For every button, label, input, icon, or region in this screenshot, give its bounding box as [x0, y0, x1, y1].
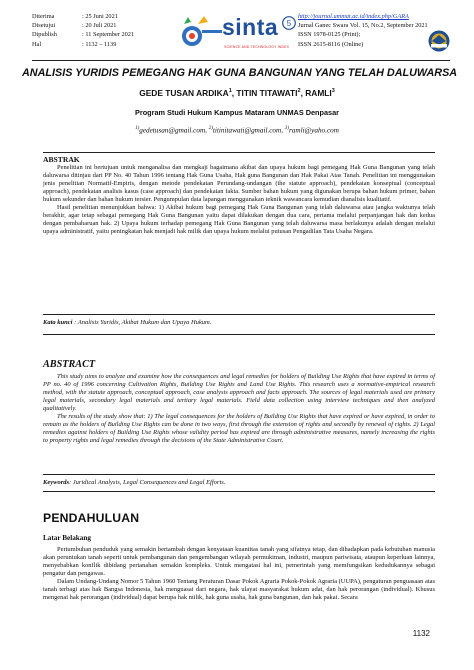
sinta-tagline: SCIENCE AND TECHNOLOGY INDEX	[224, 45, 290, 49]
abstract-section	[43, 373, 435, 445]
keywords-text: : Juridical Analysis, Legal Consequences and Legal Efforts.	[69, 479, 226, 486]
meta-value: : 1132 – 1139	[82, 40, 117, 48]
email-sup: 1)	[135, 126, 140, 131]
meta-value: : 20 Juli 2021	[82, 22, 117, 30]
abstract-heading: ABSTRACT	[43, 359, 96, 370]
abstract-paragraph: This study aims to analyze and examine how the consequences and legal remedies for holders of Building Use Rights that have expired in terms of PP no. 40 of 1996 concerning Cultivation Rights, Building Use Rights and Land Use Rights. This research uses a normative-empirical research method, with the statute approach, conceptual approach, case analysis approach and facts approach. The sources of legal materials used are primary legal materials, secondary legal materials and tertiary legal materials. Field data collection using interview techniques and then analyzed qualitatively.	[43, 373, 435, 412]
issn-online: ISSN 2615-8116 (Online)	[298, 40, 364, 48]
abstrak-section	[43, 156, 435, 236]
kata-kunci-rule	[43, 334, 435, 335]
page-number: 1132	[412, 629, 430, 638]
article-title: ANALISIS YURIDIS PEMEGANG HAK GUNA BANGUNAN YANG TELAH DALUWARSA	[22, 67, 458, 79]
abstrak-bottom-rule	[43, 314, 435, 315]
author-sup: 2	[297, 88, 301, 95]
sinta-emblem-icon	[178, 14, 224, 52]
author-email-link[interactable]: ramli@yaho.com	[288, 126, 339, 135]
pendahuluan-paragraph: Pertumbuhan penduduk yang semakin bertambah dengan kenyataan kuantitas tanah yang sifatnya tetap, dan dihadapkan pada kebutuhan manusia akan peruntukan tanah seperti untuk pembangunan dan pengembangan wilayah permukiman, industri, maupun pariwisata, ataupun keperluan lainnya, menyebabkan konflik dibidang pertanahan semakin kompleks. Untuk mengatasi hal ini, pemerintah yang memfungsikan kedudukannya sebagai pengatur dan pengawas.	[43, 546, 435, 577]
sinta-badge-icon	[282, 16, 296, 30]
submission-dates	[32, 12, 172, 49]
latar-belakang-heading: Latar Belakang	[43, 534, 91, 542]
sinta-logo	[178, 12, 298, 60]
kata-kunci-label: Kata kunci	[43, 319, 73, 326]
journal-name: Jurnal Ganec Swara Vol. 15, No.2, September 2021	[298, 22, 428, 30]
keywords	[43, 479, 435, 486]
email-sup: 2)	[208, 126, 213, 131]
author-emails: $^{1)}$gedetusan@gmail.com, $^{2)}$titinitawati@gmail.com, $^{3)}$ramli@yaho.com	[135, 126, 339, 135]
meta-key: Hal	[32, 40, 42, 48]
sinta-wordmark: sinta	[222, 14, 279, 40]
email-sup: 3)	[284, 126, 289, 131]
header-rule	[32, 60, 450, 61]
meta-value: : 11 September 2021	[82, 31, 135, 39]
journal-header	[32, 12, 450, 60]
author-list: GEDE TUSAN ARDIKA$^1$, TITIN TITAWATI$^2$, RAMLI$^3$	[139, 88, 335, 98]
meta-key: Dipublish	[32, 31, 57, 39]
kata-kunci	[43, 319, 435, 326]
author-email-link[interactable]: titinitawati@gmail.com	[212, 126, 282, 135]
abstrak-paragraph: Penelitian ini bertujuan untuk menganalisa dan mengkaji bagaimana akibat dan upaya hukum bagi pemegang Hak Guna Bangunan yang telah daluwarsa ditinjau dari PP No. 40 Tahun 1996 tentang Hak Guna Usaha, Hak guna Bangunan dan Hak Pakai Atas Tanah. Penelitian ini menggunakan jenis penelitian Normatif-Empiris, dengan metode pendekatan Perundang-undangan (the statute approach), pendekatan konseptual (conceptual approach), pendekatan analisis kasus (case approach) dan pendekatan fakta. Sumber bahan hukum yang digunakan berupa bahan hukum primer, bahan hukum sekunder dan bahan hukum tersier. Pengumpulan data lapangan menggunakan teknik wawancara kemudian dianalisis kualitatif.	[43, 164, 435, 203]
keywords-label: Keywords	[43, 479, 69, 486]
abstrak-top-rule	[43, 152, 435, 153]
meta-key: Disetujui	[32, 22, 56, 30]
affiliation: Program Studi Hukum Kampus Mataram UNMAS Denpasar	[135, 108, 339, 117]
author-name: TITIN TITAWATI	[236, 88, 298, 98]
author-sup: 1	[228, 88, 232, 95]
abstrak-heading: ABSTRAK	[43, 155, 80, 164]
meta-row-received	[32, 12, 172, 21]
pendahuluan-heading: PENDAHULUAN	[43, 511, 140, 525]
pendahuluan-body	[43, 546, 435, 602]
svg-text:5: 5	[286, 19, 292, 28]
author-sup: 3	[331, 88, 335, 95]
author-name: GEDE TUSAN ARDIKA	[139, 88, 229, 98]
author-name: RAMLI	[305, 88, 332, 98]
pendahuluan-paragraph: Dalam Undang-Undang Nomor 5 Tahun 1960 Tentang Peraturan Dasar Pokok Agraria Pokok-Pokok Agraria (UUPA), pengaturan penguasaan atas tanah terbagi atas hak Bangsa Indonesia, hak menguasai dari negara, hak ulayat masyarakat hukum adat, dan hak perorangan (individual). Khusus mengenai hak perorangan (individual) dapat berupa hak milik, hak guna usaha, hak guna bangunan, dan hak pakai. Secara	[43, 578, 435, 601]
meta-row-published	[32, 30, 172, 39]
abstract-paragraph: The results of the study show that: 1) The legal consequences for the holders of Building Use Rights that have expired or have expired, in order to remain as the holders of Building Use Rights can be done in two ways, first through the extension of rights and secondly by renewal of rights. 2) Legal remedies against holders of Building Use Rights whose validity period has expired are through administrative measures, namely increasing the rights to property rights and legal remedies through the decisions of the State Administrative Court.	[43, 413, 435, 444]
meta-row-pages	[32, 40, 172, 49]
meta-key: Diterima	[32, 13, 55, 20]
kata-kunci-text: : Analisis Yuridis, Akibat Hukum dan Upaya Hukum.	[72, 319, 212, 326]
journal-url-link[interactable]: http://journal.ummat.ac.id/index.php/GARA	[298, 13, 409, 20]
keywords-rule	[43, 491, 435, 492]
issn-print: ISSN 1978-0125 (Print);	[298, 31, 361, 39]
journal-info	[298, 12, 448, 49]
author-email-link[interactable]: gedetusan@gmail.com	[139, 126, 206, 135]
abstract-bottom-rule	[43, 474, 435, 475]
meta-row-accepted	[32, 21, 172, 30]
journal-emblem-icon	[428, 30, 450, 52]
abstrak-paragraph: Hasil penelitian menunjukkan bahwa: 1) Akibat hukum bagi pemegang Hak Guna Bangunan yang telah daluwarsa atau jangka waktunya telah berakhir, agar tetap sebagai pemegang Hak Guna Bangunan yaitu dapat dilakukan dengan dua cara, pertama melalui perpanjangan hak dan kedua dengan pembaharuan hak. 2) Upaya hukum terhadap pemegang Hak Guna Bangunan yang telah daluwarsa masa berlakunya adalah dengan melalui upaya administratif, yaitu peningkatan hak menjadi hak milik dan upaya hukum melalui putusan Pengadilan Tata Usaha Negara.	[43, 204, 435, 235]
meta-value: : 25 Juni 2021	[82, 13, 118, 20]
